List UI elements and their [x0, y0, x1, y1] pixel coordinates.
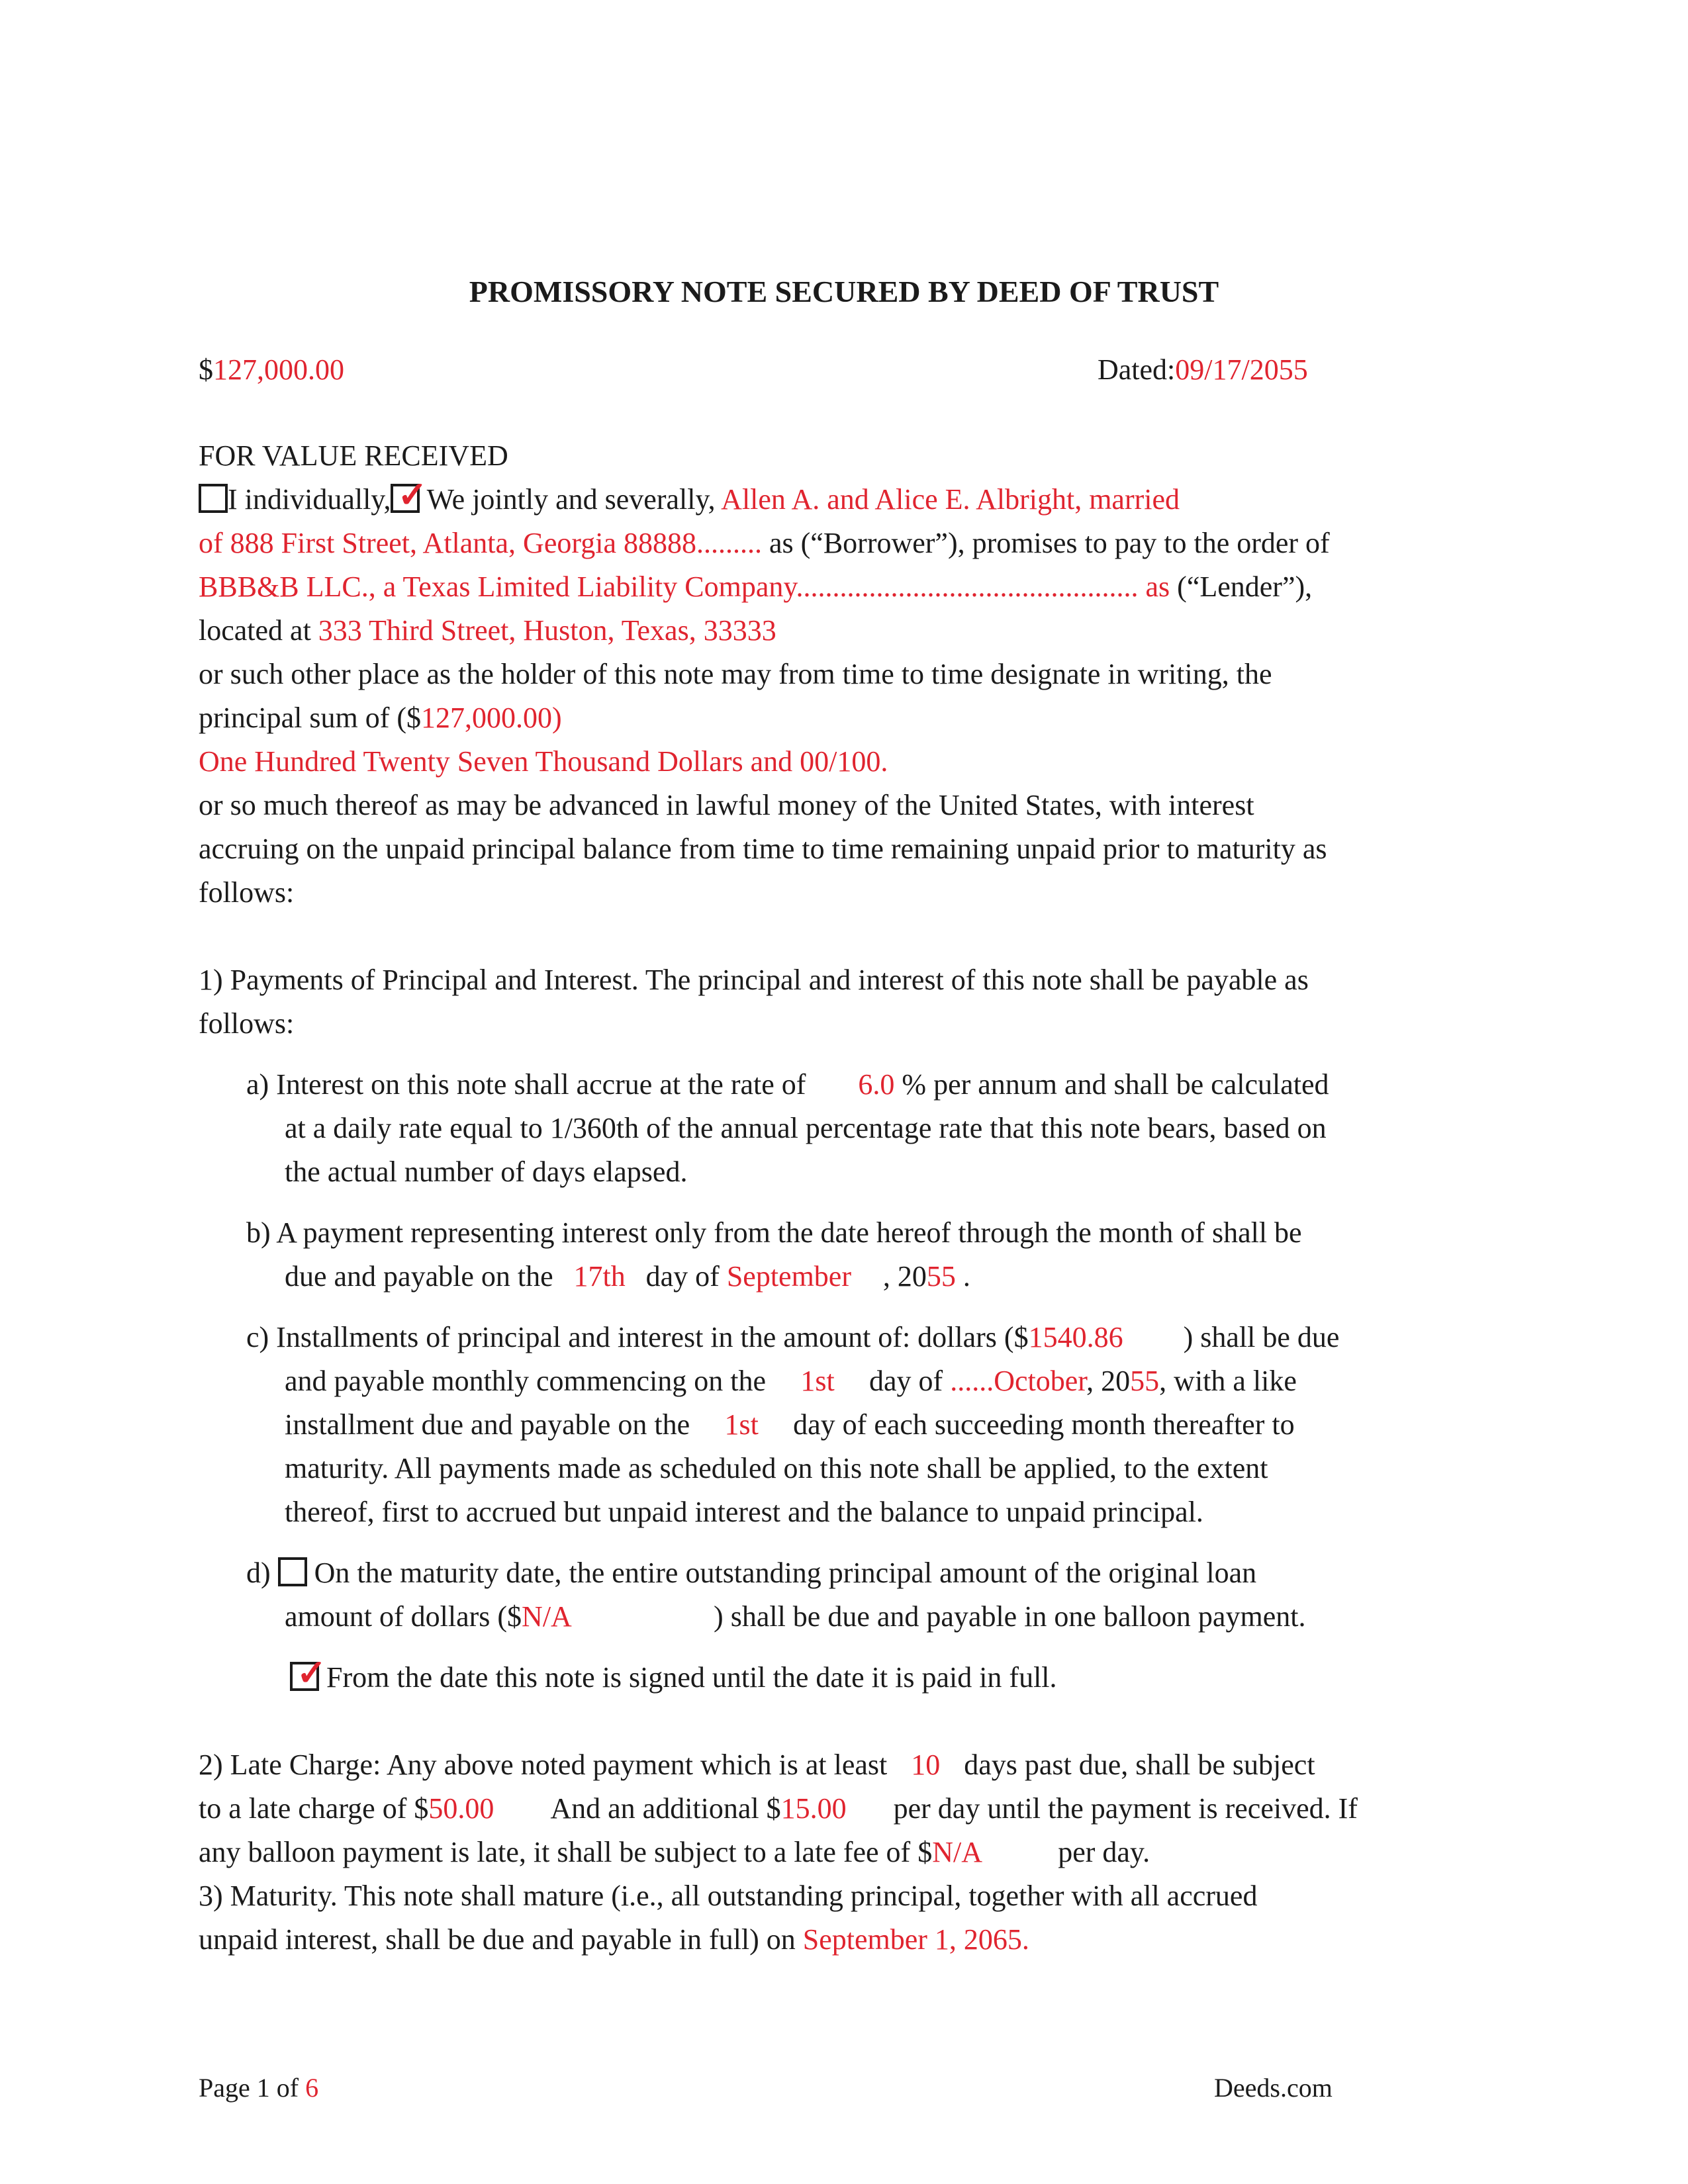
- dated-line: [1098, 352, 1308, 388]
- maturity-date-field[interactable]: September 1, 2065.: [802, 1923, 1029, 1956]
- late-charge-line2: [199, 1791, 1358, 1827]
- clause-b-year-prefix: , 20: [882, 1260, 927, 1293]
- page-number-label: Page 1 of: [199, 2073, 299, 2103]
- located-label: located at: [199, 614, 311, 647]
- principal-field[interactable]: 127,000.00): [421, 702, 562, 734]
- clause-c-line4: maturity. All payments made as scheduled on this note shall be applied, to the extent: [285, 1452, 1268, 1484]
- clause-c-post: ) shall be due: [1183, 1321, 1340, 1353]
- paid-in-full-text: From the date this note is signed until the date it is paid in full.: [326, 1661, 1057, 1694]
- borrower-suffix: as (“Borrower”), promises to pay to the order of: [769, 527, 1330, 559]
- section1-heading: 1) Payments of Principal and Interest. The principal and interest of this note shall be payable as: [199, 964, 1309, 996]
- page-total: 6: [305, 2073, 319, 2103]
- clause-a-line3: the actual number of days elapsed.: [285, 1156, 688, 1188]
- maturity-pre: unpaid interest, shall be due and payable in full) on: [199, 1923, 796, 1956]
- lender-name-field[interactable]: BBB&B LLC., a Texas Limited Liability Company...............................................: [199, 570, 1139, 603]
- advanced-text-1: or so much thereof as may be advanced in lawful money of the United States, with interest: [199, 789, 1254, 821]
- amount-symbol: $: [199, 353, 213, 386]
- clause-a-post: % per annum and shall be calculated: [902, 1068, 1329, 1101]
- late-days-field[interactable]: 10: [911, 1749, 941, 1781]
- installment-start-year-field[interactable]: 55: [1130, 1365, 1160, 1397]
- clause-c-line2: [285, 1363, 1297, 1399]
- paid-in-full-checkbox[interactable]: [290, 1653, 327, 1693]
- borrower-address-field[interactable]: of 888 First Street, Atlanta, Georgia 88888.........: [199, 527, 762, 559]
- late-charge-line3: [199, 1835, 1150, 1870]
- dated-field[interactable]: 09/17/2055: [1175, 353, 1308, 386]
- clause-a-line2: at a daily rate equal to 1/360th of the annual percentage rate that this note bears, based on: [285, 1112, 1327, 1144]
- jointly-checkbox[interactable]: [391, 475, 428, 515]
- jointly-label: We jointly and severally,: [426, 483, 716, 516]
- located-field[interactable]: 333 Third Street, Huston, Texas, 33333: [318, 614, 776, 647]
- lender-line: [199, 569, 1312, 605]
- clause-c-day-of: day of: [869, 1365, 943, 1397]
- borrower-type-line: [199, 475, 1180, 518]
- clause-c-pre: c) Installments of principal and interest in the amount of: dollars ($: [246, 1321, 1029, 1353]
- principal-line: [199, 700, 562, 736]
- individually-label: I individually,: [228, 483, 391, 516]
- late-charge-pre: 2) Late Charge: Any above noted payment which is at least: [199, 1749, 888, 1781]
- clause-c-l2-post: , with a like: [1159, 1365, 1297, 1397]
- late-fee-post: per day until the payment is received. If: [893, 1792, 1358, 1825]
- amount-field[interactable]: 127,000.00: [213, 353, 344, 386]
- clause-d-line3: [290, 1653, 1057, 1696]
- clause-c-year-prefix: , 20: [1086, 1365, 1131, 1397]
- other-place-text: or such other place as the holder of this note may from time to time designate in writing, the: [199, 658, 1272, 690]
- late-fee-pre: to a late charge of $: [199, 1792, 429, 1825]
- clause-b-end: .: [962, 1260, 970, 1293]
- advanced-text-2: accruing on the unpaid principal balance from time to time remaining unpaid prior to maturity as: [199, 833, 1327, 865]
- late-charge-line1: [199, 1747, 1315, 1783]
- clause-c-line3: [285, 1407, 1295, 1443]
- amount-words-field[interactable]: One Hundred Twenty Seven Thousand Dollars and 00/100.: [199, 745, 888, 778]
- individually-checkbox[interactable]: [199, 484, 228, 513]
- document-title: PROMISSORY NOTE SECURED BY DEED OF TRUST: [469, 275, 1219, 308]
- daily-fee-field[interactable]: 15.00: [780, 1792, 847, 1825]
- clause-a-pre: a) Interest on this note shall accrue at the rate of: [246, 1068, 806, 1101]
- balloon-amount-pre: amount of dollars ($: [285, 1600, 522, 1633]
- checkmark-icon: ✓: [397, 475, 428, 515]
- clause-d-line2: [285, 1599, 1305, 1635]
- first-payment-month-field[interactable]: September: [726, 1260, 851, 1293]
- footer-site: Deeds.com: [1214, 2073, 1333, 2103]
- installment-start-day-field[interactable]: 1st: [800, 1365, 835, 1397]
- borrower-address-line: [199, 525, 1330, 561]
- late-fee-field[interactable]: 50.00: [428, 1792, 494, 1825]
- late-fee-mid: And an additional $: [550, 1792, 781, 1825]
- clause-d-line1: [246, 1555, 1256, 1591]
- checkmark-icon: ✓: [297, 1653, 327, 1693]
- section1-heading-cont: follows:: [199, 1007, 295, 1040]
- first-payment-day-field[interactable]: 17th: [573, 1260, 626, 1293]
- clause-b-pre: due and payable on the: [285, 1260, 553, 1293]
- clause-c-l3-post: day of each succeeding month thereafter to: [793, 1408, 1295, 1441]
- clause-c-line5: thereof, first to accrued but unpaid interest and the balance to unpaid principal.: [285, 1496, 1203, 1528]
- clause-b-line2: [285, 1259, 970, 1295]
- first-payment-year-field[interactable]: 55: [926, 1260, 956, 1293]
- installment-amount-field[interactable]: 1540.86: [1028, 1321, 1123, 1353]
- maturity-line1: 3) Maturity. This note shall mature (i.e., all outstanding principal, together with all accrued: [199, 1880, 1258, 1912]
- clause-b-day-of: day of: [645, 1260, 720, 1293]
- interest-rate-field[interactable]: 6.0: [858, 1068, 895, 1101]
- advanced-text-3: follows:: [199, 876, 295, 909]
- borrower-names-field[interactable]: Allen A. and Alice E. Albright, married: [721, 483, 1180, 516]
- clause-d-label: d): [246, 1557, 271, 1589]
- balloon-amount-field[interactable]: N/A: [522, 1600, 572, 1633]
- installment-start-month-field[interactable]: ......October: [950, 1365, 1087, 1397]
- balloon-fee-field[interactable]: N/A: [932, 1836, 982, 1868]
- balloon-fee-post: per day.: [1058, 1836, 1150, 1868]
- balloon-fee-pre: any balloon payment is late, it shall be subject to a late fee of $: [199, 1836, 933, 1868]
- for-value-received: FOR VALUE RECEIVED: [199, 439, 508, 472]
- balloon-checkbox[interactable]: [278, 1557, 307, 1586]
- clause-a-line1: [246, 1067, 1329, 1103]
- page-number: [199, 2071, 318, 2105]
- located-line: [199, 613, 776, 649]
- lender-suffix: (“Lender”),: [1177, 570, 1313, 603]
- maturity-line2: [199, 1922, 1029, 1958]
- principal-label: principal sum of ($: [199, 702, 422, 734]
- balloon-text: On the maturity date, the entire outstanding principal amount of the original loan: [314, 1557, 1257, 1589]
- clause-c-l3-pre: installment due and payable on the: [285, 1408, 690, 1441]
- installment-day-field[interactable]: 1st: [724, 1408, 759, 1441]
- balloon-amount-post: ) shall be due and payable in one balloon payment.: [714, 1600, 1306, 1633]
- amount-line: [199, 352, 344, 388]
- clause-c-l2-pre: and payable monthly commencing on the: [285, 1365, 767, 1397]
- lender-as: as: [1145, 570, 1170, 603]
- dated-label: Dated:: [1098, 353, 1176, 386]
- late-charge-post: days past due, shall be subject: [964, 1749, 1315, 1781]
- clause-b-line1: b) A payment representing interest only from the date hereof through the month of shall be: [246, 1216, 1302, 1249]
- clause-c-line1: [246, 1320, 1339, 1355]
